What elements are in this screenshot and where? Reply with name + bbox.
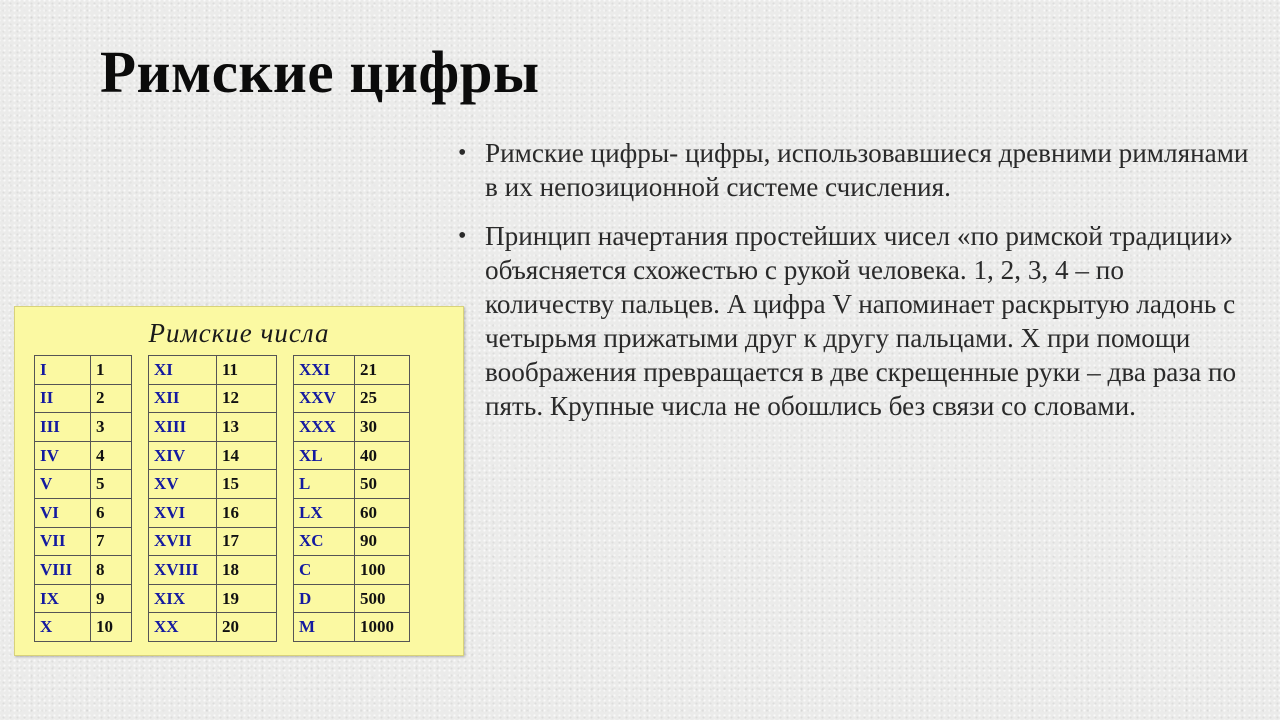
arabic-number-cell: 5 [91,470,132,499]
arabic-number-cell: 4 [91,441,132,470]
table-row [35,556,410,585]
table-row [35,527,410,556]
roman-numeral-cell: LX [294,498,355,527]
roman-numerals-card [14,306,464,656]
roman-numeral-cell: XVIII [149,556,217,585]
arabic-number-cell: 14 [217,441,277,470]
roman-numeral-cell: IV [35,441,91,470]
table-gap [277,384,294,413]
table-gap [132,441,149,470]
bullet-text: Римские цифры- цифры, использовавшиеся древними римлянами в их непозиционной системе счисления. [485,138,1249,202]
roman-numeral-cell: XI [149,356,217,385]
roman-numerals-table [34,355,410,642]
roman-numeral-cell: XVI [149,498,217,527]
roman-numeral-cell: XVII [149,527,217,556]
table-gap [132,613,149,642]
table-gap [132,527,149,556]
arabic-number-cell: 9 [91,584,132,613]
table-gap [132,384,149,413]
arabic-number-cell: 20 [217,613,277,642]
roman-numeral-cell: X [35,613,91,642]
table-gap [277,613,294,642]
arabic-number-cell: 40 [355,441,410,470]
table-gap [277,470,294,499]
arabic-number-cell: 1000 [355,613,410,642]
roman-numeral-cell: XXV [294,384,355,413]
roman-numeral-cell: XX [149,613,217,642]
roman-numeral-cell: II [35,384,91,413]
table-gap [277,498,294,527]
table-row [35,413,410,442]
table-gap [132,356,149,385]
table-gap [132,413,149,442]
table-gap [277,527,294,556]
roman-numeral-cell: XC [294,527,355,556]
table-row [35,498,410,527]
arabic-number-cell: 60 [355,498,410,527]
bullet-list [458,136,1258,423]
table-gap [277,356,294,385]
table-gap [132,498,149,527]
arabic-number-cell: 6 [91,498,132,527]
arabic-number-cell: 8 [91,556,132,585]
roman-numeral-cell: XXX [294,413,355,442]
table-row [35,356,410,385]
bullet-text: Принцип начертания простейших чисел «по римской традиции» объясняется схожестью с рукой человека. 1, 2, 3, 4 – по количеству пальцев. А цифра V напоминает раскрытую ладонь с четырьмя прижатыми друг к другу пальцами. Х при помощи воображения превращается в две скрещенные руки – два раза по пять. Крупные числа не обошлись без связи со словами. [485,221,1237,421]
roman-numeral-cell: IX [35,584,91,613]
arabic-number-cell: 1 [91,356,132,385]
table-row [35,613,410,642]
roman-numeral-cell: XII [149,384,217,413]
table-row [35,470,410,499]
roman-numeral-cell: M [294,613,355,642]
arabic-number-cell: 11 [217,356,277,385]
arabic-number-cell: 19 [217,584,277,613]
bullet-item [458,219,1258,423]
arabic-number-cell: 7 [91,527,132,556]
roman-numeral-cell: I [35,356,91,385]
table-gap [132,470,149,499]
bullet-dot-icon: • [458,140,467,166]
table-gap [277,441,294,470]
slide-title: Римские цифры [100,39,540,105]
arabic-number-cell: 12 [217,384,277,413]
roman-numeral-cell: XIX [149,584,217,613]
roman-numeral-cell: III [35,413,91,442]
arabic-number-cell: 16 [217,498,277,527]
card-title: Римские числа [148,318,330,348]
bullet-item [458,136,1258,204]
arabic-number-cell: 15 [217,470,277,499]
arabic-number-cell: 10 [91,613,132,642]
roman-numeral-cell: VI [35,498,91,527]
roman-numeral-cell: XL [294,441,355,470]
arabic-number-cell: 17 [217,527,277,556]
arabic-number-cell: 30 [355,413,410,442]
roman-numeral-cell: C [294,556,355,585]
bullet-dot-icon: • [458,223,467,249]
roman-numeral-cell: L [294,470,355,499]
roman-numeral-cell: XIII [149,413,217,442]
table-row [35,584,410,613]
table-gap [132,584,149,613]
table-body [35,356,410,642]
arabic-number-cell: 18 [217,556,277,585]
roman-numeral-cell: V [35,470,91,499]
roman-numeral-cell: VII [35,527,91,556]
arabic-number-cell: 21 [355,356,410,385]
roman-numeral-cell: D [294,584,355,613]
table-row [35,441,410,470]
table-gap [277,413,294,442]
arabic-number-cell: 100 [355,556,410,585]
table-gap [277,584,294,613]
roman-numeral-cell: XV [149,470,217,499]
roman-numeral-cell: XXI [294,356,355,385]
arabic-number-cell: 13 [217,413,277,442]
arabic-number-cell: 50 [355,470,410,499]
arabic-number-cell: 90 [355,527,410,556]
arabic-number-cell: 3 [91,413,132,442]
arabic-number-cell: 2 [91,384,132,413]
table-row [35,384,410,413]
table-gap [132,556,149,585]
arabic-number-cell: 25 [355,384,410,413]
arabic-number-cell: 500 [355,584,410,613]
roman-numeral-cell: VIII [35,556,91,585]
roman-numeral-cell: XIV [149,441,217,470]
table-gap [277,556,294,585]
